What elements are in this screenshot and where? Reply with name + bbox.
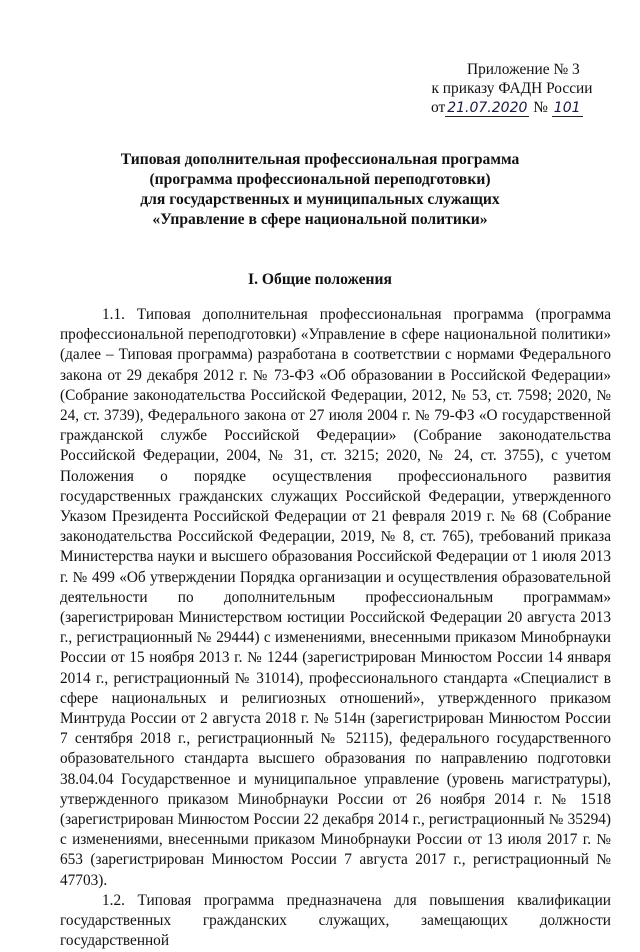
handwritten-number: 101 xyxy=(553,100,581,116)
date-prefix: от xyxy=(431,99,446,116)
appendix-header xyxy=(417,60,607,117)
title-line-4: «Управление в сфере национальной политики» xyxy=(152,211,488,228)
handwritten-date: 21.07.2020 xyxy=(447,100,528,116)
number-prefix: № xyxy=(533,99,548,116)
paragraph-1-1: 1.1. Типовая дополнительная профессиональная программа (программа профессиональной переподготовки) «Управление в сфере национальной политики» (далее – Типовая программа) разработана в соответствии с нормами Федерального закона от 29 декабря 2012 г. № 73-ФЗ «Об образовании в Российской Федерации» (Собрание законодательства Российской Федерации, 2012, № 53, ст. 7598; 2020, № 24, ст. 3739), Федерального закона от 27 июля 2004 г. № 79-ФЗ «О государственной гражданской службе Российской Федерации» (Собрание законодательства Российской Федерации, 2004, № 31, ст. 3215; 2020, № 24, ст. 3755), с учетом Положения о порядке осуществления профессионального развития государственных гражданских служащих Российской Федерации, утвержденного Указом Президента Российской Федерации от 21 февраля 2019 г. № 68 (Собрание законодательства Российской Федерации, 2019, № 8, ст. 765), требований приказа Министерства науки и высшего образования Российской Федерации от 1 июля 2013 г. № 499 «Об утверждении Порядка организации и осуществления образовательной деятельности по дополнительным профессиональным программам» (зарегистрирован Министерством юстиции Российской Федерации 20 августа 2013 г., регистрационный № 29444) с изменениями, внесенными приказом Минобрнауки России от 15 ноября 2013 г. № 1244 (зарегистрирован Минюстом России 14 января 2014 г., регистрационный № 31014), профессионального стандарта «Специалист в сфере национальных и религиозных отношений», утвержденного приказом Минтруда России от 2 августа 2018 г. № 514н (зарегистрирован Минюстом России 7 сентября 2018 г., регистрационный № 52115), федерального государственного образовательного стандарта высшего образования по направлению подготовки 38.04.04 Государственное и муниципальное управление (уровень магистратуры), утвержденного приказом Минобрнауки России от 26 ноября 2014 г. № 1518 (зарегистрирован Минюстом России 22 декабря 2014 г., регистрационный № 35294) с изменениями, внесенными приказом Минобрнауки России от 13 июля 2017 г. № 653 (зарегистрирован Минюстом России 7 августа 2017 г., регистрационный № 47703). xyxy=(60,306,611,889)
title-line-2: (программа профессиональной переподготовки) xyxy=(149,171,491,188)
title-line-3: для государственных и муниципальных служащих xyxy=(140,191,500,208)
appendix-line-1: Приложение № 3 xyxy=(467,61,580,78)
paragraph-1-2: 1.2. Типовая программа предназначена для повышения квалификации государственных гражданских служащих, замещающих должности государственной xyxy=(60,891,611,950)
appendix-line-2: к приказу ФАДН России xyxy=(431,80,593,97)
appendix-date-line xyxy=(417,98,607,117)
section-heading: I. Общие положения xyxy=(248,271,392,288)
body-text xyxy=(60,305,611,952)
title-line-1: Типовая дополнительная профессиональная программа xyxy=(120,151,520,168)
document-title xyxy=(60,150,580,230)
